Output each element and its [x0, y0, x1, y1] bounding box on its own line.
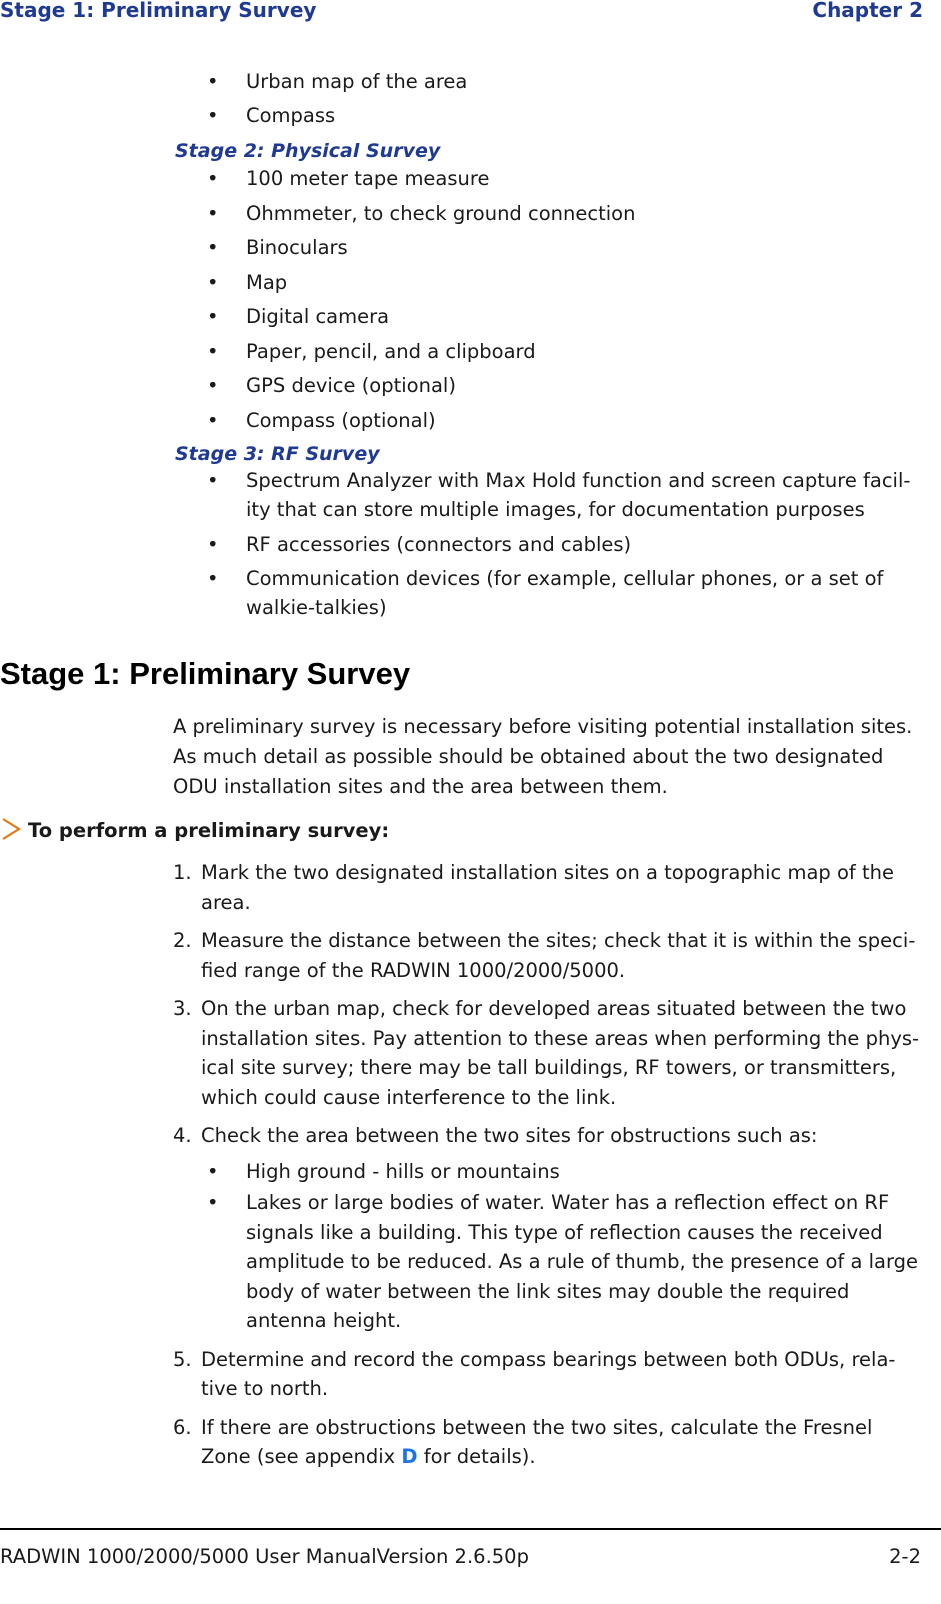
- stage3-tools-list: [0, 466, 941, 622]
- list-item: • RF accessories (connectors and cables): [207, 532, 632, 556]
- stage1-tools-list: [0, 67, 941, 130]
- list-item: • Compass (optional): [207, 408, 436, 432]
- list-item: • Binoculars: [207, 236, 348, 259]
- appendix-d-link[interactable]: D: [401, 1445, 418, 1468]
- list-item: • Communication devices (for example, cellular phones, or a set of walkie-talkies): [207, 567, 884, 619]
- list-item: • Compass: [207, 104, 336, 127]
- list-item: • 100 meter tape measure: [207, 167, 490, 190]
- list-item: • Paper, pencil, and a clipboard: [207, 339, 536, 363]
- list-item: • Ohmmeter, to check ground connection: [207, 201, 636, 225]
- running-header-title: Stage 1: Preliminary Survey: [0, 0, 317, 22]
- procedure-steps: [0, 858, 941, 1481]
- list-item: • Map: [207, 270, 288, 294]
- procedure-step: 5. Determine and record the compass bearings between both ODUs, rela-tive to north.: [173, 1347, 896, 1400]
- procedure-title: To perform a preliminary survey:: [0, 818, 389, 842]
- stage3-heading: Stage 3: RF Survey: [175, 443, 380, 465]
- page-header: [0, 0, 941, 24]
- list-item: • Lakes or large bodies of water. Water has a reflection effect on RF signals like a building. This type of reflection causes the received amplitude to be reduced. As a rule of thumb, the presence of a large body of water between the link sites may double the required antenna height.: [207, 1191, 919, 1332]
- stage2-tools-list: [0, 164, 941, 435]
- running-header-chapter: Chapter 2: [812, 0, 923, 22]
- arrow-right-icon: [0, 818, 22, 842]
- footer-divider: [0, 1528, 941, 1530]
- procedure-step: 6. If there are obstructions between the two sites, calculate the Fresnel Zone (see appendix D for details).: [173, 1415, 873, 1468]
- list-item: • Urban map of the area: [207, 70, 468, 93]
- list-item: • Spectrum Analyzer with Max Hold function and screen capture facil-ity that can store multiple images, for documentation purposes: [207, 469, 911, 521]
- list-item: • GPS device (optional): [207, 374, 456, 397]
- procedure-step: 4. Check the area between the two sites for obstructions such as: • High ground - hills or mountains • Lakes or large bodies of water. Water has a reflection effect on RF signals like a building. This type of reflection causes the received amplitude to be reduced. As a rule of thumb, the presence of a large body of water between the link sites may double the required antenna height.: [0, 1121, 941, 1336]
- list-item: • Digital camera: [207, 305, 390, 328]
- procedure-step: 2. Measure the distance between the sites; check that it is within the speci-fied range of the RADWIN 1000/2000/5000.: [173, 929, 916, 982]
- procedure-step: 1. Mark the two designated installation sites on a topographic map of the area.: [173, 861, 894, 914]
- stage2-heading: Stage 2: Physical Survey: [175, 140, 441, 162]
- list-item: • High ground - hills or mountains: [207, 1159, 560, 1183]
- footer-manual-version: RADWIN 1000/2000/5000 User ManualVersion 2.6.50p: [0, 1545, 529, 1568]
- procedure-step: 3. On the urban map, check for developed areas situated between the two installation sites. Pay attention to these areas when performing the phys-ical site survey; there may be tall buildings, RF towers, or transmitters, which could cause interference to the link.: [173, 997, 920, 1109]
- intro-paragraph: A preliminary survey is necessary before visiting potential installation sites. As much detail as possible should be obtained about the two designated ODU installation sites and the area between them.: [173, 715, 913, 798]
- section-title: Stage 1: Preliminary Survey: [0, 656, 411, 691]
- footer-page-number: 2-2: [889, 1545, 921, 1568]
- obstruction-list: [201, 1157, 927, 1336]
